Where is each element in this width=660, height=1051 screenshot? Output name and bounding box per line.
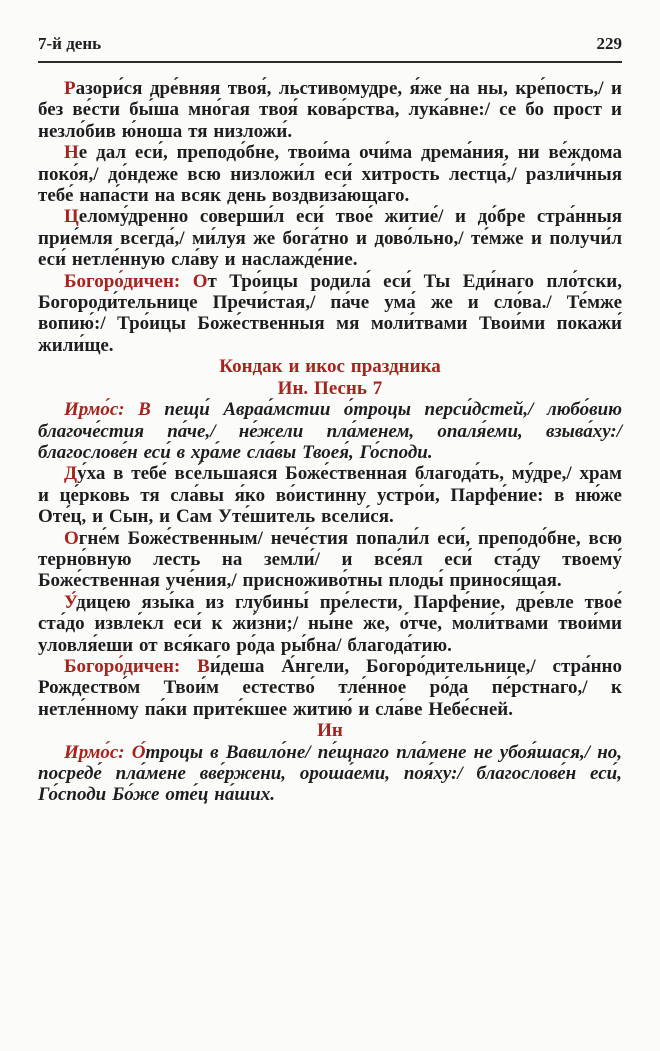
text-block — [38, 63, 622, 806]
section-heading — [38, 356, 622, 377]
header-day-label: 7-й день — [38, 34, 102, 53]
section-heading — [38, 720, 622, 741]
heading-text: Ин — [317, 720, 343, 742]
section-heading — [38, 378, 622, 399]
rubric-label: Ирмо́с: — [64, 399, 139, 421]
paragraph — [38, 463, 622, 527]
text-run: пещи́ Авраа́мстии о́троцы перси́дстей,/ любо́вию благоче́стия па́че,/ не́жели пла́менем, опаля́еми, взыва́ху:/ благослове́н еси́ в хра́ме сла́вы Твоея́, Го́споди. — [38, 399, 623, 463]
text-run: у́ха в тебе́ все́льшаяся Боже́ственная благода́ть, му́дре,/ храм и це́рковь тя сла́вы я́ко во́истинну устро́и, Парфе́ние: в ню́же Оте́ц, и Сын, и Сам Уте́шитель всели́ся. — [38, 463, 622, 528]
text-run: елому́дренно соверши́л еси́ твое́ житие́/ и до́бре стра́нныя прие́мля всегда́,/ ми́луя же бога́тно и дово́льно,/ те́мже и получи́л еси́ нетле́нную сла́ву и наслажде́ние. — [38, 206, 622, 271]
paragraph — [38, 592, 622, 656]
paragraph — [38, 206, 622, 270]
heading-text: Ин. Песнь 7 — [277, 377, 383, 399]
rubricated-initial: Н — [64, 142, 79, 164]
paragraph — [38, 528, 622, 592]
rubric-label: Богоро́дичен: — [64, 655, 198, 677]
text-run: дицею язы́ка из глубины́ пре́лести, Парфе́ние, дре́вле твое́ ста́до извле́кл еси́ к жи́зни;/ ны́не же, о́тче, моли́твами твои́ми уловля́еши от вся́каго ро́да ры́бна/ благода́тию. — [38, 591, 622, 656]
text-run: азори́ся дре́вняя твоя́, льстивомудре, я́же на ны, кре́пость,/ и без ве́сти бы́ша мно́гая твоя́ кова́рства, лука́вне:/ се бо прост и незло́бив ю́ноша тя низложи́. — [38, 78, 622, 142]
heading-text: Кондак и икос праздника — [219, 356, 441, 378]
text-run: т Тро́ицы родила́ еси́ Ты Еди́наго пло́тски, Богороди́тельнице Пречи́стая,/ па́че ума́ же и сло́ва./ Те́мже вопию́:/ Тро́ицы Боже́ственныя мя моли́твами Твои́ми покажи́ жили́ще. — [38, 270, 622, 356]
paragraph — [38, 742, 622, 806]
page-number: 229 — [596, 34, 622, 53]
rubric-label: Богоро́дичен: — [64, 270, 193, 292]
rubricated-initial: Ц — [64, 206, 79, 228]
text-run: и́деша А́нгели, Богоро́дительнице,/ стра́нно Рождество́м Твои́м естество́ тле́нное ро́да пе́рстнаго,/ к нетле́нному па́ки прите́кшее житию́ и сла́ве Небе́сней. — [38, 655, 622, 720]
rubric-label: Ирмо́с: — [64, 741, 132, 763]
text-run: е дал еси́, преподо́бне, твои́ма очи́ма дрема́ния, ни ве́ждома поко́я,/ до́ндеже всю низложи́л еси́ хитрость лестца́,/ разли́чныя тебе́ напа́сти на всяк день воздвиза́ющаго. — [38, 142, 622, 207]
rubricated-initial: Р — [64, 78, 76, 99]
rubricated-initial: О — [64, 527, 79, 549]
paragraph — [38, 142, 622, 206]
paragraph — [38, 78, 622, 142]
paragraph — [38, 271, 622, 357]
text-run: гне́м Боже́ственным/ нече́стия попали́л еси́, преподо́бне, всю терно́вную лесть на земли́/ и все́ял еси́ ста́ду твоему́ Боже́ственная уче́ния,/ присноживо́тны плоды́ принося́щая. — [38, 527, 622, 592]
rubricated-initial: Д — [64, 463, 78, 485]
rubricated-initial: У́ — [64, 591, 77, 613]
paragraph — [38, 399, 622, 463]
running-header — [38, 34, 622, 63]
rubricated-initial: О — [192, 270, 208, 292]
rubricated-initial: В — [138, 399, 151, 421]
text-run: троцы в Вавило́не/ пе́щнаго пла́мене не убоя́шася,/ но, посреде́ пла́мене вве́ржени, ороша́еми, поя́ху:/ благослове́н еси́, Го́споди Бо́же оте́ц на́ших. — [38, 741, 622, 806]
paragraph — [38, 656, 622, 720]
rubricated-initial: О́ — [131, 741, 146, 763]
rubricated-initial: В — [197, 655, 210, 677]
